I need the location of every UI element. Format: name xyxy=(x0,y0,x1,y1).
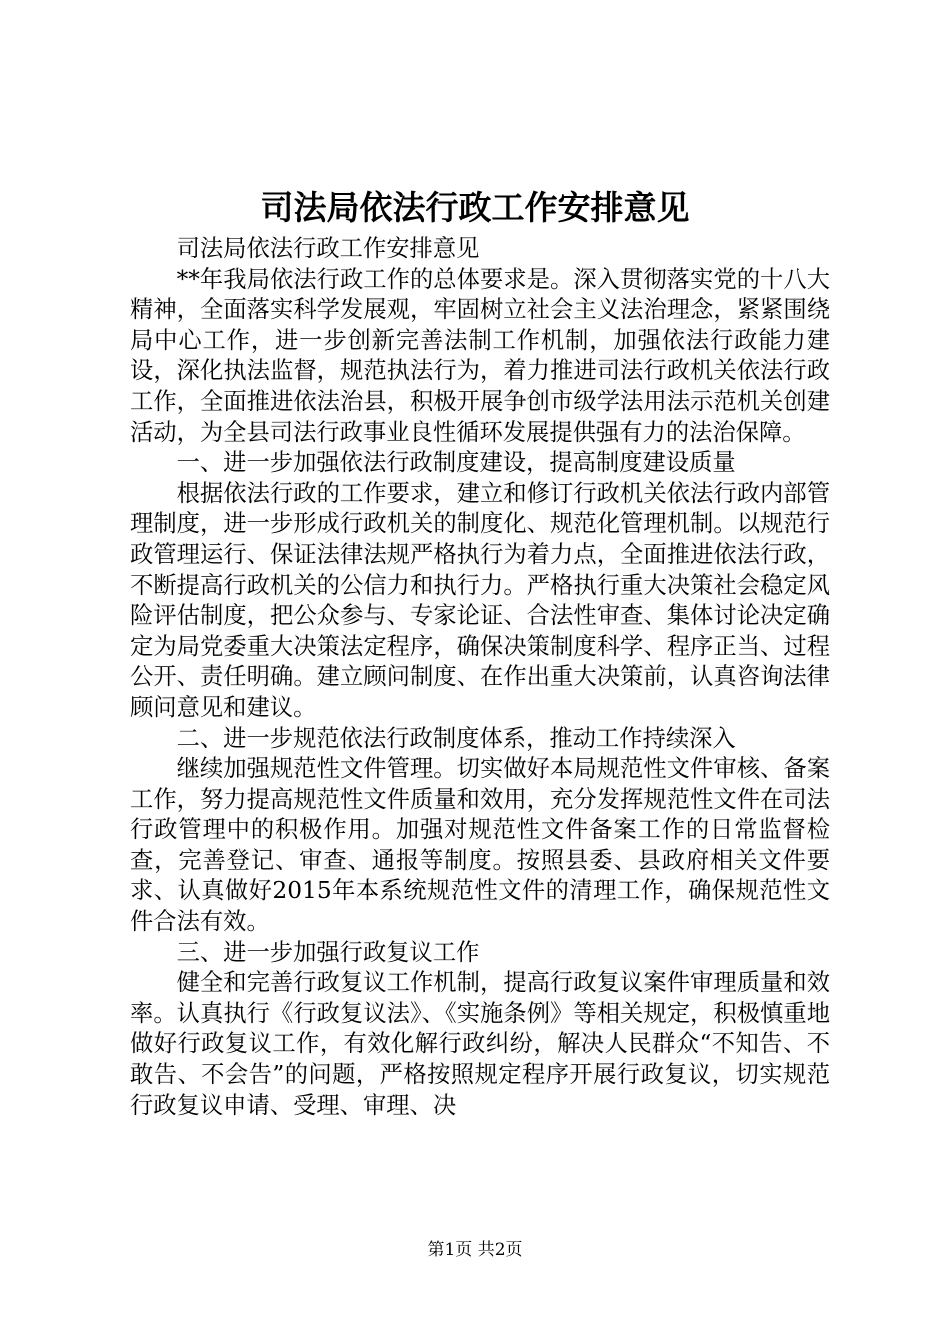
paragraph-section-3: 健全和完善行政复议工作机制，提高行政复议案件审理质量和效率。认真执行《行政复议法》、《实施条例》等相关规定，积极慎重地做好行政复议工作，有效化解行政纠纷，解决人民群众“不知告、不敢告、不会告”的问题，严格按照规定程序开展行政复议，切实规范行政复议申请、受理、审理、决 xyxy=(130,969,830,1119)
section-heading-2: 二、进一步规范依法行政制度体系，推动工作持续深入 xyxy=(176,724,736,752)
paragraph-section-2: 继续加强规范性文件管理。切实做好本局规范性文件审核、备案工作，努力提高规范性文件质量和效用，充分发挥规范性文件在司法行政管理中的积极作用。加强对规范性文件备案工作的日常监督检查，完善登记、审查、通报等制度。按照县委、县政府相关文件要求、认真做好2015年本系统规范性文件的清理工作，确保规范性文件合法有效。 xyxy=(130,755,830,936)
page-number-footer: 第1页 共2页 xyxy=(427,1240,523,1260)
paragraph-section-1: 根据依法行政的工作要求，建立和修订行政机关依法行政内部管理制度，进一步形成行政机关的制度化、规范化管理机制。以规范行政管理运行、保证法律法规严格执行为着力点，全面推进依法行政，不断提高行政机关的公信力和执行力。严格执行重大决策社会稳定风险评估制度，把公众参与、专家论证、合法性审查、集体讨论决定确定为局党委重大决策法定程序，确保决策制度科学、程序正当、过程公开、责任明确。建立顾问制度、在作出重大决策前，认真咨询法律顾问意见和建议。 xyxy=(130,479,830,721)
document-title: 司法局依法行政工作安排意见 xyxy=(260,188,690,227)
section-heading-1: 一、进一步加强依法行政制度建设，提高制度建设质量 xyxy=(176,449,736,477)
section-heading-3: 三、进一步加强行政复议工作 xyxy=(176,938,480,966)
paragraph-subtitle: 司法局依法行政工作安排意见 xyxy=(176,235,480,262)
document-body xyxy=(130,234,830,1121)
paragraph-overall-requirements: **年我局依法行政工作的总体要求是。深入贯彻落实党的十八大精神，全面落实科学发展观，牢固树立社会主义法治理念，紧紧围绕局中心工作，进一步创新完善法制工作机制，加强依法行政能力建设，深化执法监督，规范执法行为，着力推进司法行政机关依法行政工作，全面推进依法治县，积极开展争创市级学法用法示范机关创建活动，为全县司法行政事业良性循环发展提供强有力的法治保障。 xyxy=(130,265,830,446)
